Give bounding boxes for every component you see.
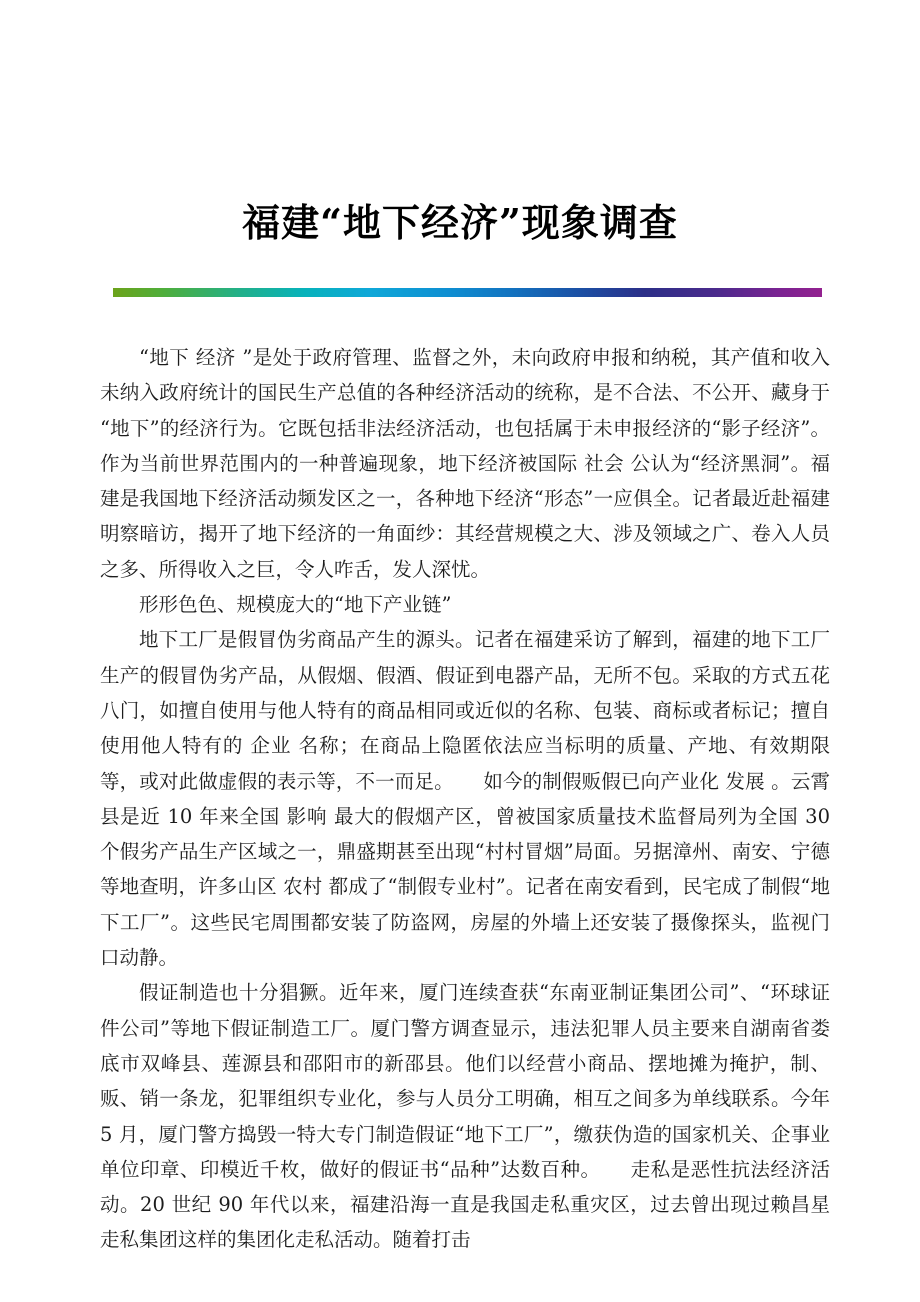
paragraph-underground-factories: 地下工厂是假冒伪劣商品产生的源头。记者在福建采访了解到，福建的地下工厂生产的假冒伪劣产品，从假烟、假酒、假证到电器产品，无所不包。采取的方式五花八门，如擅自使用与他人特有的商品相同或近似的名称、包装、商标或者标记；擅自使用他人特有的 企业 名称；在商品上隐匿依法应当标明的质量、产地、有效期限等，或对此做虚假的表示等，不一而足。 如今的制假贩假已向产业化 发展 。云霄县是近 10 年来全国 影响 最大的假烟产区，曾被国家质量技术监督局列为全国 30 个假劣产品生产区域之一，鼎盛期甚至出现“村村冒烟”局面。另据漳州、南安、宁德等地查明，许多山区 农村 都成了“制假专业村”。记者在南安看到，民宅成了制假“地下工厂”。这些民宅周围都安装了防盗网，房屋的外墙上还安装了摄像探头，监视门口动静。 — [100, 628, 837, 970]
paragraph-fake-documents: 假证制造也十分猖獗。近年来，厦门连续查获“东南亚制证集团公司”、“环球证件公司”等地下假证制造工厂。厦门警方调查显示，违法犯罪人员主要来自湖南省娄底市双峰县、莲源县和邵阳市的新邵县。他们以经营小商品、摆地摊为掩护，制、贩、销一条龙，犯罪组织专业化，参与人员分工明确，相互之间多为单线联系。今年 5 月，厦门警方捣毁一特大专门制造假证“地下工厂”，缴获伪造的国家机关、企事业单位印章、印模近千枚，做好的假证书“品种”达数百种。 走私是恶性抗法经济活动。20 世纪 90 年代以来，福建沿海一直是我国走私重灾区，过去曾出现过赖昌星走私集团这样的集团化走私活动。随着打击 — [100, 981, 837, 1252]
paragraph-definition: “地下 经济 ”是处于政府管理、监督之外，未向政府申报和纳税，其产值和收入未纳入政府统计的国民生产总值的各种经济活动的统称，是不合法、不公开、藏身于“地下”的经济行为。它既包括非法经济活动，也包括属于未申报经济的“影子经济”。作为当前世界范围内的一种普遍现象，地下经济被国际 社会 公认为“经济黑洞”。福建是我国地下经济活动频发区之一，各种地下经济“形态”一应俱全。记者最近赴福建明察暗访，揭开了地下经济的一角面纱：其经营规模之大、涉及领域之广、卷入人员之多、所得收入之巨，令人咋舌，发人深忧。 — [100, 346, 830, 581]
page-title: 福建“地下经济”现象调查 — [242, 200, 678, 246]
subheading-industry-chain: 形形色色、规模庞大的“地下产业链” — [139, 593, 452, 617]
gradient-rule — [113, 288, 822, 297]
gradient-divider — [113, 288, 822, 297]
document-body — [100, 340, 837, 1258]
